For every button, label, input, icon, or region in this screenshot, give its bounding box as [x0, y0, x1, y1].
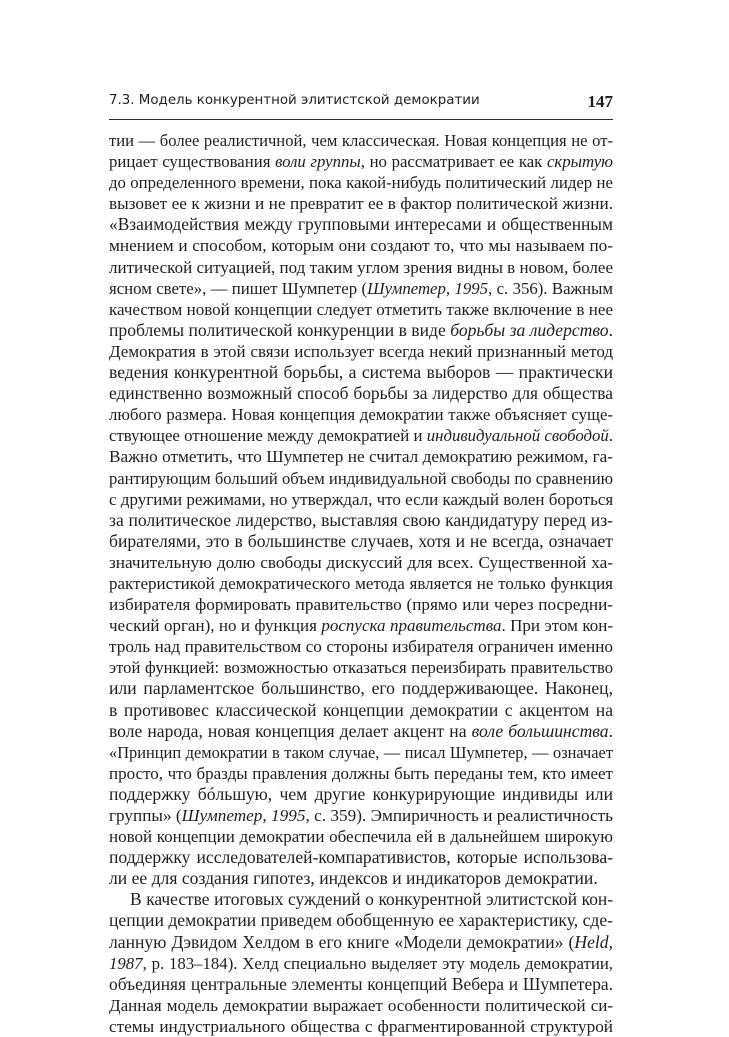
- text-line: рицает существования воли группы, но рассматривает ее как скрытую: [109, 152, 613, 172]
- text-line: тии — более реалистичной, чем классическая. Новая концепция не от-: [109, 131, 613, 150]
- page-number: 147: [587, 92, 613, 111]
- text-line: объединяя центральные элементы концепций Вебера и Шумпетера.: [109, 973, 613, 994]
- text-line: литической ситуацией, под таким углом зрения видны в новом, более: [109, 257, 613, 277]
- text-line: поддержку исследователей-компаративистов, которые использова-: [109, 847, 613, 868]
- text-line: любого размера. Новая концепция демократии также объясняет суще-: [109, 405, 613, 425]
- text-line: воле народа, новая концепция делает акцент на воле большинства.: [109, 720, 613, 741]
- text-line: Данная модель демократии выражает особенности политической си-: [109, 995, 613, 1015]
- text-line: ствующее отношение между демократией и индивидуальной свободой.: [109, 426, 613, 446]
- text-line: ческий орган), но и функция роспуска правительства. При этом кон-: [109, 616, 613, 636]
- text-line: единственно возможный способ борьбы за лидерство для общества: [109, 383, 613, 404]
- text-line: до определенного времени, пока какой-нибудь политический лидер не: [109, 173, 613, 193]
- header-rule: [109, 119, 613, 120]
- text-line: В качестве итоговых суждений о конкурентной элитистской кон-: [130, 889, 613, 910]
- text-line: с другими режимами, но утверждал, что если каждый волен бороться: [109, 489, 614, 509]
- text-line: проблемы политической конкуренции в виде борьбы за лидерство.: [109, 319, 613, 340]
- text-line: вызовет ее к жизни и не превратит ее в фактор политической жизни.: [109, 194, 613, 214]
- running-head: [109, 93, 613, 115]
- text-line: «Принцип демократии в таком случае, — писал Шумпетер, — означает: [109, 742, 613, 762]
- text-line: мнением и способом, которым они создают то, что мы называем по-: [109, 236, 613, 256]
- text-line: 1987, p. 183–184). Хелд специально выделяет эту модель демократии,: [109, 953, 613, 973]
- text-line: новой концепции демократии обеспечила ей в дальнейшем широкую: [109, 827, 613, 847]
- text-line: «Взаимодействия между групповыми интересами и общественным: [109, 214, 613, 235]
- text-line: ведения конкурентной борьбы, а система выборов — практически: [109, 362, 613, 383]
- running-title: 7.3. Модель конкурентной элитистской демократии: [109, 93, 480, 108]
- text-line: троль над правительством со стороны избирателя ограничен именно: [109, 637, 613, 657]
- text-line: за политическое лидерство, выставляя свою кандидатуру перед из-: [109, 509, 613, 530]
- text-line: ли ее для создания гипотез, индексов и индикаторов демократии.: [109, 868, 598, 889]
- body-text: [109, 130, 613, 1037]
- text-line: избирателя формировать правительство (прямо или через посредни-: [109, 595, 613, 615]
- text-line: рактеристикой демократического метода является не только функция: [109, 573, 613, 593]
- text-line: просто, что бразды правления должны быть переданы тем, кто имеет: [109, 763, 613, 783]
- text-line: Демократия в этой связи использует всегда некий признанный метод: [109, 341, 613, 361]
- text-line: цепции демократии приведем обобщенную ее характеристику, сде-: [109, 910, 613, 931]
- text-line: или парламентское большинство, его поддерживающее. Наконец,: [109, 678, 613, 699]
- text-line: в противовес классической концепции демократии с акцентом на: [109, 699, 613, 720]
- text-line: группы» (Шумпетер, 1995, с. 359). Эмпиричность и реалистичность: [109, 806, 613, 825]
- text-line: бирателями, это в большинстве случаев, хотя и не всегда, означает: [109, 530, 613, 551]
- text-line: Важно отметить, что Шумпетер не считал демократию режимом, га-: [109, 447, 613, 467]
- text-line: поддержку бóльшую, чем другие конкурирующие индивиды или: [109, 783, 613, 804]
- text-line: этой функцией: возможностью отказаться переизбирать правительство: [109, 658, 613, 678]
- text-line: ясном свете», — пишет Шумпетер (Шумпетер, 1995, с. 356). Важным: [109, 278, 613, 298]
- text-line: качеством новой концепции следует отметить также включение в нее: [109, 299, 613, 319]
- text-line: значительную долю свободы дискуссий для всех. Существенной ха-: [109, 552, 613, 572]
- text-line: рантирующим больший объем индивидуальной свободы по сравнению: [109, 468, 613, 488]
- text-line: стемы индустриального общества с фрагментированной структурой: [109, 1016, 613, 1036]
- text-line: ланную Дэвидом Хелдом в его книге «Модели демократии» (Held,: [109, 931, 613, 952]
